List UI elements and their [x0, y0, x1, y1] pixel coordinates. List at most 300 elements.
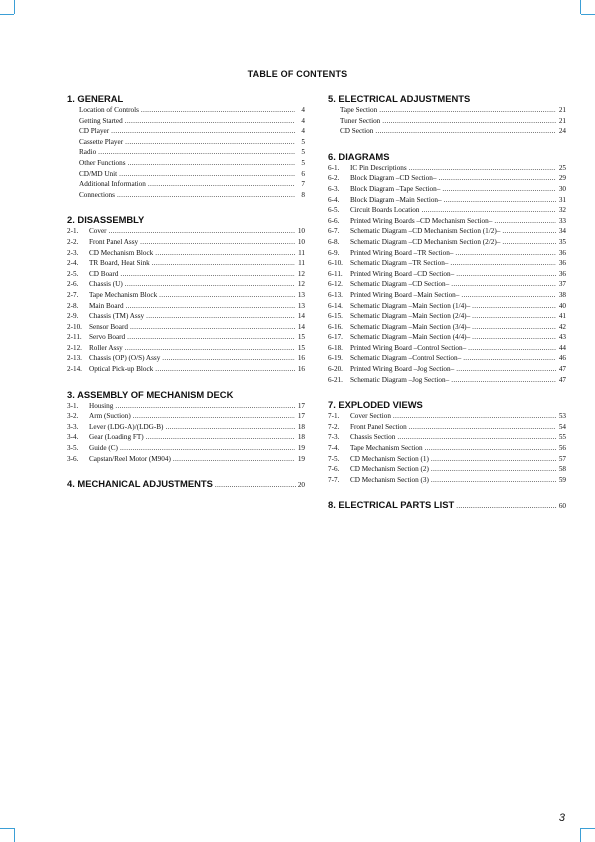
toc-entry[interactable]	[328, 443, 566, 454]
entry-page-number: 21	[558, 116, 566, 125]
dot-leader	[438, 173, 556, 184]
section-heading: 8. ELECTRICAL PARTS LIST	[328, 499, 455, 511]
entry-page-number: 17	[297, 401, 305, 410]
entry-title: Guide (C)	[89, 444, 118, 453]
entry-title: Schematic Diagram –CD Section–	[350, 280, 450, 289]
dot-leader	[431, 475, 556, 486]
section-heading: 3. ASSEMBLY OF MECHANISM DECK	[67, 388, 234, 400]
toc-entry[interactable]	[67, 401, 305, 412]
toc-entry-list	[328, 105, 566, 137]
entry-title: Servo Board	[89, 333, 126, 342]
entry-title: Cassette Player	[79, 137, 124, 146]
dot-leader	[141, 105, 295, 116]
entry-page-number: 11	[298, 248, 305, 257]
entry-page-number: 36	[558, 259, 566, 268]
dot-leader	[162, 353, 295, 364]
entry-page-number: 5	[301, 148, 305, 157]
toc-entry[interactable]	[67, 432, 305, 443]
entry-page-number: 12	[297, 280, 305, 289]
toc-entry[interactable]	[328, 248, 566, 259]
entry-title: Roller Assy	[89, 343, 123, 352]
entry-page-number: 40	[558, 301, 566, 310]
entry-page-number: 58	[558, 465, 566, 474]
corner-mark-bottom-left-h	[0, 828, 14, 829]
entry-page-number: 16	[297, 365, 305, 374]
toc-entry[interactable]	[328, 464, 566, 475]
dot-leader	[130, 322, 295, 333]
entry-page-number: 19	[297, 454, 305, 463]
entry-number: 2-12.	[67, 343, 82, 352]
toc-section-2-disassembly	[67, 214, 305, 374]
dot-leader	[125, 279, 295, 290]
entry-title: Tape Mechanism Section	[350, 444, 423, 453]
dot-leader	[125, 116, 295, 127]
toc-entry[interactable]	[67, 190, 305, 201]
entry-title: Printed Wiring Board –Control Section–	[350, 343, 467, 352]
dot-leader	[133, 411, 295, 422]
entry-number: 6-4.	[328, 195, 340, 204]
dot-leader	[165, 422, 295, 433]
entry-number: 3-5.	[67, 444, 79, 453]
toc-entry[interactable]	[328, 105, 566, 116]
dot-leader	[431, 464, 556, 475]
dot-leader	[120, 443, 295, 454]
entry-number: 6-21.	[328, 375, 343, 384]
entry-title: Location of Controls	[79, 106, 139, 114]
section-page-number: 60	[558, 502, 566, 511]
entry-page-number: 19	[297, 444, 305, 453]
toc-entry[interactable]	[328, 301, 566, 312]
entry-number: 6-16.	[328, 322, 343, 331]
entry-title: Lever (LDG-A)/(LDG-B)	[89, 422, 164, 431]
entry-page-number: 57	[558, 454, 566, 463]
entry-page-number: 30	[558, 184, 566, 193]
toc-entry[interactable]	[328, 126, 566, 137]
entry-page-number: 25	[558, 163, 566, 172]
dot-leader	[155, 364, 295, 375]
entry-title: Schematic Diagram –Main Section (2/4)–	[350, 312, 471, 321]
dot-leader	[375, 126, 556, 137]
entry-page-number: 12	[297, 269, 305, 278]
entry-title: Schematic Diagram –TR Section–	[350, 259, 449, 268]
corner-mark-top-left-v	[14, 0, 15, 14]
entry-title: Block Diagram –CD Section–	[350, 174, 437, 183]
toc-entry[interactable]	[328, 332, 566, 343]
toc-entry[interactable]	[67, 179, 305, 190]
dot-leader	[502, 237, 556, 248]
entry-number: 2-2.	[67, 237, 79, 246]
entry-page-number: 35	[558, 237, 566, 246]
entry-page-number: 10	[297, 237, 305, 246]
entry-page-number: 13	[297, 290, 305, 299]
entry-page-number: 36	[558, 269, 566, 278]
entry-title: Chassis Section	[350, 433, 396, 442]
entry-number: 6-13.	[328, 290, 343, 299]
toc-entry[interactable]	[67, 147, 305, 158]
dot-leader	[146, 311, 295, 322]
toc-entry[interactable]	[328, 454, 566, 465]
entry-title: CD Mechanism Section (2)	[350, 465, 429, 474]
dot-leader	[125, 137, 295, 148]
entry-number: 2-11.	[67, 333, 82, 342]
dot-leader	[456, 364, 556, 375]
entry-title: Connections	[79, 190, 115, 199]
entry-page-number: 4	[301, 106, 305, 114]
toc-section-7-exploded-views	[328, 399, 566, 485]
toc-right-column	[328, 93, 566, 525]
entry-number: 2-13.	[67, 354, 82, 363]
entry-page-number: 47	[558, 375, 566, 384]
entry-number: 7-6.	[328, 465, 340, 474]
toc-entry[interactable]	[67, 237, 305, 248]
corner-mark-top-right-v	[580, 0, 581, 14]
entry-title: CD Mechanism Section (3)	[350, 475, 429, 484]
section-heading: 7. EXPLODED VIEWS	[328, 399, 423, 411]
section-heading: 2. DISASSEMBLY	[67, 214, 145, 226]
dot-leader	[155, 248, 295, 259]
toc-entry[interactable]	[67, 443, 305, 454]
entry-page-number: 47	[558, 365, 566, 374]
entry-title: Printed Wiring Board –CD Section–	[350, 269, 455, 278]
toc-entry[interactable]	[328, 173, 566, 184]
toc-section-heading-row[interactable]	[67, 478, 305, 490]
entry-number: 7-3.	[328, 433, 340, 442]
corner-mark-bottom-left-v	[14, 828, 15, 842]
toc-entry[interactable]	[328, 116, 566, 127]
entry-page-number: 8	[301, 190, 305, 199]
entry-title: CD Board	[89, 269, 119, 278]
entry-title: Tuner Section	[340, 116, 381, 125]
entry-title: Schematic Diagram –Main Section (1/4)–	[350, 301, 471, 310]
corner-mark-bottom-right-v	[580, 828, 581, 842]
dot-leader	[451, 279, 556, 290]
entry-page-number: 29	[558, 174, 566, 183]
entry-page-number: 11	[298, 259, 305, 268]
entry-title: Gear (Loading FT)	[89, 433, 144, 442]
entry-title: Schematic Diagram –Main Section (4/4)–	[350, 333, 471, 342]
toc-entry[interactable]	[67, 343, 305, 354]
dot-leader	[431, 454, 556, 465]
dot-leader	[421, 205, 556, 216]
entry-title: CD Mechanism Block	[89, 248, 154, 257]
dot-leader	[461, 290, 556, 301]
entry-title: Block Diagram –Tape Section–	[350, 184, 441, 193]
entry-number: 3-1.	[67, 401, 79, 410]
toc-entry[interactable]	[67, 422, 305, 433]
entry-title: Printed Wiring Board –Jog Section–	[350, 365, 455, 374]
dot-leader	[115, 401, 295, 412]
dot-leader	[409, 422, 556, 433]
toc-entry-list	[67, 105, 305, 200]
entry-number: 3-2.	[67, 412, 79, 421]
toc-entry[interactable]	[328, 184, 566, 195]
entry-number: 3-6.	[67, 454, 79, 463]
entry-title: Additional Information	[79, 180, 146, 189]
entry-page-number: 38	[558, 290, 566, 299]
toc-entry[interactable]	[67, 411, 305, 422]
section-heading: 5. ELECTRICAL ADJUSTMENTS	[328, 93, 471, 104]
corner-mark-bottom-right-h	[581, 828, 595, 829]
corner-mark-top-left-h	[0, 14, 14, 15]
entry-title: Cover	[89, 227, 107, 236]
entry-page-number: 5	[301, 137, 305, 146]
entry-page-number: 42	[558, 322, 566, 331]
toc-entry[interactable]	[67, 290, 305, 301]
dot-leader	[117, 190, 295, 201]
entry-number: 6-18.	[328, 343, 343, 352]
dot-leader	[379, 105, 556, 116]
entry-number: 6-2.	[328, 174, 340, 183]
entry-page-number: 4	[301, 127, 305, 136]
entry-title: Front Panel Assy	[89, 237, 139, 246]
dot-leader	[444, 195, 556, 206]
entry-title: Schematic Diagram –CD Mechanism Section (2/2)–	[350, 237, 501, 246]
entry-number: 2-3.	[67, 248, 79, 257]
entry-title: Arm (Suction)	[89, 412, 131, 421]
entry-page-number: 16	[297, 354, 305, 363]
toc-entry[interactable]	[67, 158, 305, 169]
entry-page-number: 21	[558, 106, 566, 114]
dot-leader	[120, 269, 295, 280]
entry-title: Capstan/Reel Motor (M904)	[89, 454, 171, 463]
dot-leader	[468, 343, 556, 354]
entry-number: 3-3.	[67, 422, 79, 431]
toc-entry[interactable]	[328, 226, 566, 237]
entry-title: CD/MD Unit	[79, 169, 118, 178]
toc-entry[interactable]	[67, 137, 305, 148]
toc-entry[interactable]	[328, 311, 566, 322]
dot-leader	[109, 226, 295, 237]
entry-title: Tape Section	[340, 106, 378, 114]
toc-section-heading-row[interactable]	[328, 499, 566, 511]
entry-number: 2-4.	[67, 259, 79, 268]
toc-entry[interactable]	[328, 163, 566, 174]
toc-section-4-mechanical-adjustments	[67, 478, 305, 490]
toc-entry[interactable]	[67, 226, 305, 237]
toc-entry[interactable]	[67, 116, 305, 127]
entry-number: 6-9.	[328, 248, 340, 257]
entry-number: 6-1.	[328, 163, 340, 172]
entry-title: Other Functions	[79, 158, 126, 167]
toc-section-5-electrical-adjustments	[328, 93, 566, 137]
toc-entry[interactable]	[328, 375, 566, 386]
section-heading: 6. DIAGRAMS	[328, 150, 390, 162]
dot-leader	[397, 432, 556, 443]
entry-title: Printed Wiring Boards –CD Mechanism Section–	[350, 216, 493, 225]
toc-entry[interactable]	[328, 364, 566, 375]
entry-number: 6-5.	[328, 206, 340, 215]
entry-page-number: 36	[558, 248, 566, 257]
toc-entry[interactable]	[328, 432, 566, 443]
entry-title: Main Board	[89, 301, 124, 310]
entry-number: 2-8.	[67, 301, 79, 310]
toc-entry[interactable]	[328, 205, 566, 216]
entry-page-number: 41	[558, 312, 566, 321]
entry-number: 6-7.	[328, 227, 340, 236]
dot-leader	[140, 237, 295, 248]
entry-number: 6-10.	[328, 259, 343, 268]
toc-entry[interactable]	[67, 248, 305, 259]
toc-entry[interactable]	[328, 422, 566, 433]
section-heading: 1. GENERAL	[67, 93, 124, 104]
entry-title: Radio	[79, 148, 97, 157]
entry-title: Schematic Diagram –Jog Section–	[350, 375, 450, 384]
entry-number: 7-5.	[328, 454, 340, 463]
toc-entry[interactable]	[67, 126, 305, 137]
entry-title: Schematic Diagram –Control Section–	[350, 354, 462, 363]
entry-page-number: 13	[297, 301, 305, 310]
toc-entry[interactable]	[328, 353, 566, 364]
entry-number: 6-3.	[328, 184, 340, 193]
dot-leader	[472, 322, 556, 333]
dot-leader	[173, 454, 295, 465]
dot-leader	[215, 481, 296, 489]
toc-entry[interactable]	[67, 311, 305, 322]
toc-section-1-general	[67, 93, 305, 200]
toc-entry[interactable]	[67, 258, 305, 269]
entry-number: 6-14.	[328, 301, 343, 310]
toc-entry-list	[328, 411, 566, 485]
dot-leader	[456, 269, 556, 280]
toc-entry[interactable]	[67, 364, 305, 375]
entry-number: 6-15.	[328, 312, 343, 321]
toc-entry[interactable]	[328, 258, 566, 269]
dot-leader	[125, 343, 295, 354]
entry-number: 3-4.	[67, 433, 79, 442]
toc-entry[interactable]	[67, 105, 305, 116]
entry-number: 6-12.	[328, 280, 343, 289]
entry-number: 2-1.	[67, 227, 79, 236]
toc-entry[interactable]	[328, 475, 566, 486]
entry-title: CD Section	[340, 127, 374, 136]
toc-entry[interactable]	[328, 216, 566, 227]
toc-entry-list	[328, 163, 566, 385]
toc-entry[interactable]	[328, 411, 566, 422]
entry-number: 2-7.	[67, 290, 79, 299]
section-page-number: 20	[297, 481, 305, 490]
toc-entry[interactable]	[67, 322, 305, 333]
dot-leader	[502, 226, 556, 237]
toc-entry[interactable]	[328, 279, 566, 290]
entry-page-number: 18	[297, 422, 305, 431]
dot-leader	[472, 311, 556, 322]
dot-leader	[382, 116, 556, 127]
toc-entry[interactable]	[328, 269, 566, 280]
toc-entry[interactable]	[67, 169, 305, 180]
toc-entry[interactable]	[328, 343, 566, 354]
toc-entry[interactable]	[67, 332, 305, 343]
entry-page-number: 10	[297, 227, 305, 236]
entry-title: Printed Wiring Board –TR Section–	[350, 248, 454, 257]
entry-page-number: 14	[297, 322, 305, 331]
entry-page-number: 15	[297, 333, 305, 342]
entry-page-number: 14	[297, 312, 305, 321]
dot-leader	[450, 258, 556, 269]
entry-number: 7-2.	[328, 422, 340, 431]
entry-number: 2-5.	[67, 269, 79, 278]
entry-page-number: 43	[558, 333, 566, 342]
entry-page-number: 7	[301, 180, 305, 189]
toc-entry[interactable]	[328, 290, 566, 301]
entry-number: 2-10.	[67, 322, 82, 331]
dot-leader	[409, 163, 556, 174]
entry-page-number: 34	[558, 227, 566, 236]
dot-leader	[159, 290, 295, 301]
entry-title: Schematic Diagram –Main Section (3/4)–	[350, 322, 471, 331]
entry-page-number: 56	[558, 444, 566, 453]
dot-leader	[111, 126, 295, 137]
entry-title: IC Pin Descriptions	[350, 163, 407, 172]
entry-page-number: 31	[558, 195, 566, 204]
entry-number: 7-4.	[328, 444, 340, 453]
entry-page-number: 32	[558, 206, 566, 215]
entry-title: Circuit Boards Location	[350, 206, 420, 215]
entry-title: Tape Mechanism Block	[89, 290, 158, 299]
dot-leader	[425, 443, 556, 454]
section-heading: 4. MECHANICAL ADJUSTMENTS	[67, 478, 213, 490]
entry-page-number: 4	[301, 116, 305, 125]
entry-title: Front Panel Section	[350, 422, 407, 431]
entry-page-number: 5	[301, 158, 305, 167]
entry-page-number: 6	[301, 169, 305, 178]
toc-entry[interactable]	[328, 195, 566, 206]
entry-title: Housing	[89, 401, 114, 410]
toc-entry[interactable]	[328, 237, 566, 248]
toc-entry[interactable]	[67, 269, 305, 280]
entry-page-number: 59	[558, 475, 566, 484]
entry-title: Block Diagram –Main Section–	[350, 195, 442, 204]
entry-number: 6-19.	[328, 354, 343, 363]
entry-title: Cover Section	[350, 412, 391, 421]
dot-leader	[442, 184, 556, 195]
entry-page-number: 33	[558, 216, 566, 225]
dot-leader	[494, 216, 556, 227]
entry-page-number: 55	[558, 433, 566, 442]
toc-entry[interactable]	[67, 454, 305, 465]
entry-title: Getting Started	[79, 116, 123, 125]
dot-leader	[393, 411, 556, 422]
entry-page-number: 24	[558, 127, 566, 136]
entry-page-number: 46	[558, 354, 566, 363]
entry-title: Chassis (U)	[89, 280, 123, 289]
toc-entry[interactable]	[328, 322, 566, 333]
entry-number: 6-20.	[328, 365, 343, 374]
entry-title: CD Player	[79, 127, 110, 136]
toc-section-6-diagrams	[328, 151, 566, 385]
entry-title: Chassis (OP) (O/S) Assy	[89, 354, 161, 363]
dot-leader	[127, 332, 295, 343]
toc-entry-list	[67, 401, 305, 465]
toc-entry[interactable]	[67, 353, 305, 364]
toc-entry[interactable]	[67, 301, 305, 312]
entry-number: 7-1.	[328, 412, 340, 421]
dot-leader	[152, 258, 295, 269]
entry-title: Optical Pick-up Block	[89, 365, 154, 374]
entry-page-number: 15	[297, 343, 305, 352]
toc-entry[interactable]	[67, 279, 305, 290]
entry-number: 2-6.	[67, 280, 79, 289]
dot-leader	[98, 147, 295, 158]
dot-leader	[455, 248, 556, 259]
entry-number: 6-11.	[328, 269, 343, 278]
entry-title: Sensor Board	[89, 322, 128, 331]
page-title: TABLE OF CONTENTS	[247, 69, 348, 79]
dot-leader	[472, 332, 556, 343]
entry-title: Chassis (TM) Assy	[89, 312, 145, 321]
page-number: 3	[558, 812, 565, 824]
dot-leader	[148, 179, 295, 190]
entry-title: Printed Wiring Board –Main Section–	[350, 290, 460, 299]
